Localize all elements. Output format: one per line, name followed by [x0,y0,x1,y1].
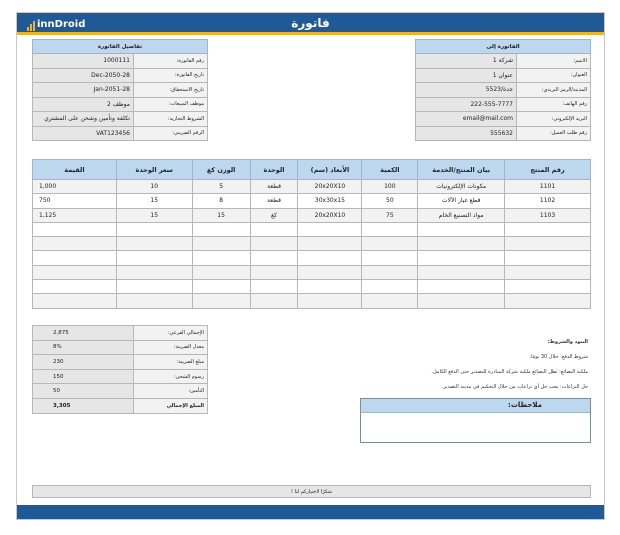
table-cell [298,294,362,308]
table-cell: 15 [192,208,250,222]
bill-to-row: جدة/5523 المدينة/الرمز البريدي: [416,83,591,98]
table-cell: 10 [116,180,192,194]
totals-row: 230 مبلغ الضريبة: [33,355,208,370]
totals-table [32,325,208,414]
header-bar [17,13,604,35]
table-cell [505,222,591,236]
invoice-details-row: 1000111 رقم الفاتورة: [33,54,208,69]
table-cell [33,280,117,294]
table-cell [362,265,418,279]
column-header: الأبعاد (سم) [298,160,362,180]
table-cell [362,222,418,236]
table-cell [33,222,117,236]
notes-box[interactable] [360,398,591,443]
table-cell [298,265,362,279]
table-cell: مواد التصنيع الخام [418,208,505,222]
table-cell [298,237,362,251]
table-cell [505,265,591,279]
table-cell [116,280,192,294]
totals-row: 50 التأمين: [33,384,208,399]
table-cell [116,251,192,265]
bill-to-row: عنوان 1 العنوان: [416,68,591,83]
table-cell: قطعة [250,180,298,194]
table-cell: 20x20X10 [298,208,362,222]
table-cell: 15 [116,208,192,222]
bill-to-row: 555632 رقم طلب العميل: [416,126,591,141]
column-header: رقم المنتج [505,160,591,180]
table-cell: 8 [192,194,250,208]
bill-to-table [415,39,591,141]
terms-line: حل النزاعات: يجب حل أي نزاعات من خلال التحكيم في مدينة التصدير. [441,384,588,390]
table-cell [116,294,192,308]
table-cell [505,280,591,294]
table-cell: 100 [362,180,418,194]
invoice-details-title: تفاصيل الفاتورة [33,40,208,54]
table-cell: 5 [192,180,250,194]
table-cell [418,222,505,236]
column-header: الوحدة [250,160,298,180]
column-header: الوزن كغ [192,160,250,180]
column-header: القيمة [33,160,117,180]
items-table [32,159,591,309]
table-cell [505,251,591,265]
table-cell [250,237,298,251]
table-cell: كغ [250,208,298,222]
invoice-details-row: 28-Dec-2050 تاريخ الفاتورة: [33,68,208,83]
grand-total-row: 3,305 المبلغ الإجمالي [33,398,208,413]
invoice-details-table [32,39,208,141]
table-cell: قطع غيار الآلات [418,194,505,208]
table-cell [192,237,250,251]
bill-to-row: شركة 1 الاسم: [416,54,591,69]
table-cell [33,251,117,265]
thank-you-note: شكرًا لاختياركم لنا ! [32,485,591,498]
table-cell [362,280,418,294]
table-cell [116,222,192,236]
table-cell [192,251,250,265]
table-cell [362,237,418,251]
totals-row: 8% معدل الضريبة: [33,340,208,355]
table-row [33,222,591,236]
invoice-details-row: تكلفة وتأمين وشحن على المشتري الشروط التجارية: [33,112,208,127]
table-cell [250,294,298,308]
table-cell: 50 [362,194,418,208]
page-title: فاتورة [291,16,330,30]
table-cell: 1103 [505,208,591,222]
table-cell [505,237,591,251]
terms-title: البنود والشروط: [547,339,588,345]
table-cell [116,265,192,279]
table-cell [33,265,117,279]
table-cell [33,237,117,251]
table-cell [418,265,505,279]
table-cell: 1102 [505,194,591,208]
bill-to-row: email@mail.com البريد الإلكتروني: [416,112,591,127]
table-row [33,237,591,251]
table-cell [505,294,591,308]
table-cell [192,222,250,236]
table-row [33,208,591,222]
table-cell [418,294,505,308]
invoice-details-row: VAT123456 الرقم الضريبي: [33,126,208,141]
invoice-details-row: 28-Jan-2051 تاريخ الاستحقاق: [33,83,208,98]
table-cell: قطعة [250,194,298,208]
table-row [33,280,591,294]
totals-row: 2,875 الإجمالي الفرعي: [33,326,208,341]
table-cell: 30x30x15 [298,194,362,208]
table-cell [192,280,250,294]
table-cell: 15 [116,194,192,208]
table-row [33,251,591,265]
table-cell [250,265,298,279]
table-cell [250,222,298,236]
table-cell [362,251,418,265]
terms-section [338,339,588,399]
table-cell: 1101 [505,180,591,194]
table-cell [116,237,192,251]
terms-line: شروط الدفع: خلال 30 يومًا. [529,354,588,360]
table-cell [192,294,250,308]
table-cell: 20x20X10 [298,180,362,194]
table-cell [250,280,298,294]
table-cell [192,265,250,279]
column-header: سعر الوحدة [116,160,192,180]
table-row [33,294,591,308]
bill-to-title: الفاتورة إلى [416,40,591,54]
table-cell: 1,125 [33,208,117,222]
column-header: الكمية [362,160,418,180]
table-cell [298,251,362,265]
table-cell [418,251,505,265]
footer-bar [17,505,604,519]
table-cell: 750 [33,194,117,208]
totals-row: 150 رسوم الشحن: [33,369,208,384]
invoice-details-row: موظف 2 موظف المبيعات: [33,97,208,112]
table-cell: 1,000 [33,180,117,194]
notes-title: ملاحظات: [361,399,590,413]
table-cell [250,251,298,265]
table-cell [362,294,418,308]
table-cell [298,280,362,294]
table-cell: مكونات الإلكترونيات [418,180,505,194]
terms-line: ملكية البضائع: تظل البضائع ملكية شركة المبادرة للتصدير حتى الدفع الكامل. [431,369,588,375]
column-header: بيان المنتج/الخدمة [418,160,505,180]
table-cell: 75 [362,208,418,222]
table-cell [298,222,362,236]
table-row [33,265,591,279]
logo-text: innDroid [37,19,86,30]
invoice-frame [16,12,605,520]
table-row [33,194,591,208]
bill-to-row: 222-555-7777 رقم الهاتف: [416,97,591,112]
table-cell [33,294,117,308]
table-row [33,180,591,194]
table-cell [418,280,505,294]
table-cell [418,237,505,251]
